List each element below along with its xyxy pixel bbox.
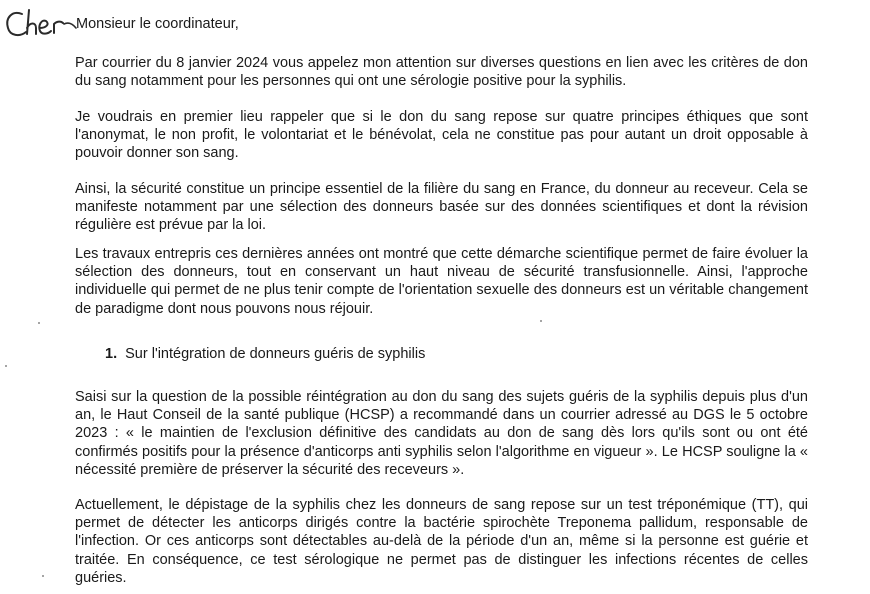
- paragraph-screening: Actuellement, le dépistage de la syphilis chez les donneurs de sang repose sur un test tréponémique (TT), qui permet de détecter les anticorps dirigés contre la bactérie spirochète Treponema pallidum, responsable de l'infection. Or ces anticorps sont détectables au-delà de la période d'un an, même si la personne est guérie et traitée. En conséquence, ce test sérologique ne permet pas de distinguer les infections récentes de celles guéries.: [75, 497, 808, 586]
- section-title: Sur l'intégration de donneurs guéris de syphilis: [125, 346, 426, 362]
- section-heading: [105, 345, 425, 363]
- scan-speck: [38, 322, 40, 324]
- paragraph-hcsp: Saisi sur la question de la possible réintégration au don du sang des sujets guéris de la syphilis depuis plus d'un an, le Haut Conseil de la santé publique (HCSP) a recommandé dans un courrier adressé au DGS le 5 octobre 2023 : « le maintien de l'exclusion définitive des candidats au don de sang dès lors qu'ils sont ou ont été confirmés positifs pour la présence d'anticorps anti syphilis selon l'algorithme en vigueur ». Le HCSP souligne la « nécessité première de préserver la sécurité des receveurs ».: [75, 389, 808, 478]
- scan-speck: [540, 320, 542, 322]
- section-number: 1.: [105, 346, 118, 362]
- scan-speck: [5, 365, 7, 367]
- paragraph-security: Ainsi, la sécurité constitue un principe essentiel de la filière du sang en France, du donneur au receveur. Cela se manifeste notamment par une sélection des donneurs basée sur des données scientifiques et dont la révision régulière est prévue par la loi.: [75, 181, 808, 234]
- salutation: Monsieur le coordinateur,: [76, 16, 239, 32]
- paragraph-ethics: Je voudrais en premier lieu rappeler que si le don du sang repose sur quatre principes éthiques que sont l'anonymat, le non profit, le volontariat et le bénévolat, cela ne constitue pas pour autant un droit opposable à pouvoir donner son sang.: [75, 109, 808, 162]
- handwritten-cher-annotation: [2, 6, 82, 40]
- paragraph-intro: Par courrier du 8 janvier 2024 vous appelez mon attention sur diverses questions en lien avec les critères de don du sang notamment pour les personnes qui ont une sérologie positive pour la syphilis.: [75, 55, 808, 90]
- paragraph-scientific-approach: Les travaux entrepris ces dernières années ont montré que cette démarche scientifique permet de faire évoluer la sélection des donneurs, tout en conservant un haut niveau de sécurité transfusionnelle. Ainsi, l'approche individuelle qui permet de ne plus tenir compte de l'orientation sexuelle des donneurs est un véritable changement de paradigme dont nous pouvons nous réjouir.: [75, 246, 808, 317]
- scan-speck: [42, 575, 44, 577]
